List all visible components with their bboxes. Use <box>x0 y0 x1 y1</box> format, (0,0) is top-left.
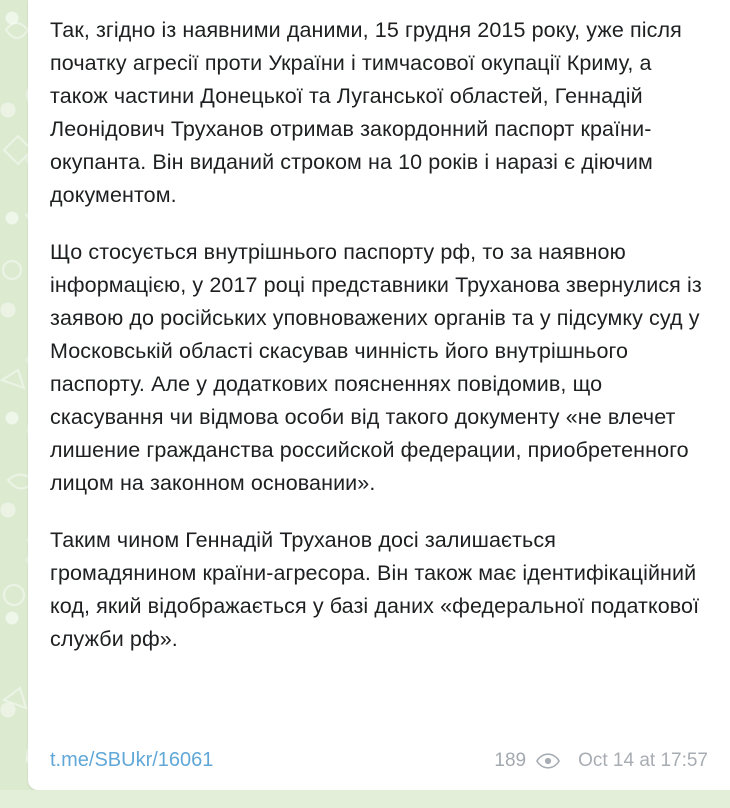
post-link[interactable]: t.me/SBUkr/16061 <box>50 749 214 771</box>
message-footer <box>50 735 708 780</box>
message-meta <box>494 750 708 772</box>
message-paragraph-1: Так, згідно із наявними даними, 15 грудня 2015 року, уже після початку агресії проти України і тимчасової окупації Криму, а також частини Донецької та Луганської областей, Геннадій Леонідович Труханов отримав закордонний паспорт країни-окупанта. Він виданий строком на 10 років і наразі є діючим документом. <box>50 18 688 207</box>
bottom-bar <box>0 790 730 808</box>
view-count: 189 <box>494 749 527 771</box>
message-paragraph-2: Що стосується внутрішнього паспорту рф, то за наявною інформацією, у 2017 році представники Труханова звернулися із заявою до російських уповноважених органів та у підсумку суд у Московській області скасував чинність його внутрішнього паспорту. Але у додаткових поясненнях повідомив, що скасування чи відмова особи від такого документу «не влечет лишение гражданства российской федерации, приобретенного лицом на законном основании». <box>50 240 708 495</box>
message-paragraph-3: Таким чином Геннадій Труханов досі залишається громадянином країни-агресора. Він також має ідентифікаційний код, який відображається у базі даних «федеральної податкової служби рф». <box>50 528 706 651</box>
timestamp: Oct 14 at 17:57 <box>578 749 708 771</box>
message-bubble[interactable] <box>28 0 730 790</box>
eye-icon <box>536 753 560 769</box>
